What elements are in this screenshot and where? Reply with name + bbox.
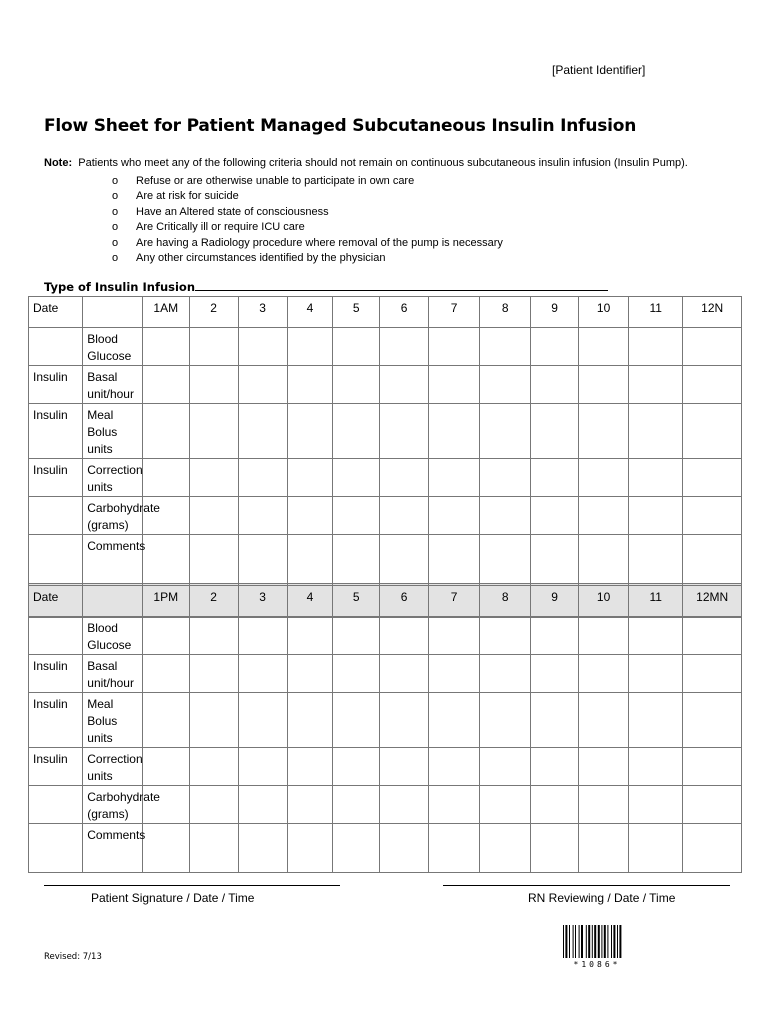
entry-cell[interactable]	[683, 535, 742, 584]
entry-cell[interactable]	[333, 655, 380, 693]
entry-cell[interactable]	[380, 617, 429, 655]
table-row	[29, 617, 742, 655]
barcode-bar	[575, 925, 576, 958]
barcode-bar	[592, 925, 593, 958]
entry-cell[interactable]	[238, 748, 287, 786]
entry-cell[interactable]	[683, 617, 742, 655]
entry-cell[interactable]	[531, 617, 579, 655]
table-row	[29, 366, 742, 404]
barcode-bar	[579, 925, 580, 958]
entry-cell[interactable]	[142, 824, 189, 873]
entry-cell[interactable]	[531, 366, 579, 404]
entry-cell[interactable]	[287, 535, 333, 584]
row-label: Comments	[83, 824, 143, 873]
entry-cell[interactable]	[579, 617, 629, 655]
entry-cell[interactable]	[189, 328, 238, 366]
table-row	[29, 535, 742, 584]
entry-cell[interactable]	[238, 497, 287, 535]
hour-header: 5	[333, 297, 380, 328]
entry-cell[interactable]	[683, 328, 742, 366]
entry-cell[interactable]	[429, 404, 480, 459]
entry-cell[interactable]	[238, 786, 287, 824]
hour-header: 2	[189, 297, 238, 328]
entry-cell[interactable]	[333, 459, 380, 497]
hour-header: 6	[380, 586, 429, 617]
barcode-bar	[563, 925, 564, 958]
entry-cell[interactable]	[238, 459, 287, 497]
entry-cell[interactable]	[189, 693, 238, 748]
entry-cell[interactable]	[380, 404, 429, 459]
entry-cell[interactable]	[287, 824, 333, 873]
entry-cell[interactable]	[480, 617, 531, 655]
table-row	[29, 328, 742, 366]
entry-cell[interactable]	[333, 748, 380, 786]
hour-header: 10	[579, 586, 629, 617]
criteria-text: Are having a Radiology procedure where removal of the pump is necessary	[136, 236, 503, 249]
entry-cell[interactable]	[189, 535, 238, 584]
flow-grid-pm	[28, 585, 742, 873]
entry-cell[interactable]	[142, 404, 189, 459]
entry-cell[interactable]	[142, 328, 189, 366]
entry-cell[interactable]	[531, 824, 579, 873]
hour-header: 11	[629, 586, 683, 617]
bullet-icon: o	[112, 251, 119, 264]
entry-cell[interactable]	[380, 786, 429, 824]
barcode-bar	[581, 925, 583, 958]
row-label: Meal Bolus units	[83, 404, 143, 459]
entry-cell[interactable]	[683, 497, 742, 535]
entry-cell[interactable]	[238, 824, 287, 873]
bullet-icon: o	[112, 175, 119, 187]
entry-cell[interactable]	[429, 497, 480, 535]
bullet-icon: o	[112, 221, 119, 234]
entry-cell[interactable]	[480, 693, 531, 748]
row-prefix: Insulin	[29, 693, 83, 748]
barcode-bar	[586, 925, 587, 958]
entry-cell[interactable]	[480, 824, 531, 873]
bullet-icon: o	[112, 190, 119, 203]
hour-header: 4	[287, 297, 333, 328]
entry-cell[interactable]	[429, 824, 480, 873]
entry-cell[interactable]	[629, 655, 683, 693]
barcode-bar	[565, 925, 567, 958]
entry-cell[interactable]	[629, 748, 683, 786]
table-row	[29, 655, 742, 693]
entry-cell[interactable]	[287, 655, 333, 693]
barcode-bar	[569, 925, 570, 958]
barcode-icon	[562, 925, 632, 958]
criteria-list	[112, 174, 503, 266]
entry-cell[interactable]	[480, 535, 531, 584]
entry-cell[interactable]	[629, 824, 683, 873]
barcode-bar	[594, 925, 596, 958]
entry-cell[interactable]	[683, 824, 742, 873]
entry-cell[interactable]	[189, 404, 238, 459]
row-label: Blood Glucose	[83, 328, 143, 366]
hour-header: 6	[380, 297, 429, 328]
entry-cell[interactable]	[287, 497, 333, 535]
row-prefix	[29, 786, 83, 824]
patient-identifier: [Patient Identifier]	[552, 63, 646, 77]
entry-cell[interactable]	[238, 328, 287, 366]
entry-cell[interactable]	[480, 459, 531, 497]
barcode-bar	[611, 925, 612, 958]
entry-cell[interactable]	[142, 655, 189, 693]
entry-cell[interactable]	[142, 693, 189, 748]
entry-cell[interactable]	[287, 786, 333, 824]
table-row	[29, 824, 742, 873]
entry-cell[interactable]	[579, 655, 629, 693]
hour-header: 7	[429, 586, 480, 617]
criteria-item	[112, 236, 503, 251]
note	[44, 157, 688, 169]
hour-header-row	[29, 297, 742, 328]
entry-cell[interactable]	[429, 459, 480, 497]
bullet-icon: o	[112, 205, 119, 218]
entry-cell[interactable]	[683, 786, 742, 824]
entry-cell[interactable]	[579, 328, 629, 366]
row-label: Carbohydrate (grams)	[83, 786, 143, 824]
entry-cell[interactable]	[333, 366, 380, 404]
entry-cell[interactable]	[238, 366, 287, 404]
entry-cell[interactable]	[189, 786, 238, 824]
entry-cell[interactable]	[629, 459, 683, 497]
barcode-bar	[598, 925, 600, 958]
barcode-bar	[607, 925, 608, 958]
revised-date: Revised: 7/13	[44, 952, 102, 962]
entry-cell[interactable]	[579, 535, 629, 584]
entry-cell[interactable]	[380, 655, 429, 693]
criteria-item	[112, 174, 503, 189]
entry-cell[interactable]	[683, 693, 742, 748]
entry-cell[interactable]	[480, 786, 531, 824]
row-label: Basal unit/hour	[83, 655, 143, 693]
entry-cell[interactable]	[429, 535, 480, 584]
entry-cell[interactable]	[142, 459, 189, 497]
row-prefix: Insulin	[29, 366, 83, 404]
entry-cell[interactable]	[287, 693, 333, 748]
criteria-item	[112, 220, 503, 235]
criteria-text: Are Critically ill or require ICU care	[136, 221, 305, 234]
entry-cell[interactable]	[142, 366, 189, 404]
entry-cell[interactable]	[683, 404, 742, 459]
row-prefix	[29, 328, 83, 366]
entry-cell[interactable]	[531, 693, 579, 748]
table-row	[29, 497, 742, 535]
entry-cell[interactable]	[189, 497, 238, 535]
entry-cell[interactable]	[579, 404, 629, 459]
barcode-bar	[604, 925, 606, 958]
entry-cell[interactable]	[238, 693, 287, 748]
entry-cell[interactable]	[142, 617, 189, 655]
row-label: Correction units	[83, 459, 143, 497]
rn-signature-line[interactable]	[443, 885, 730, 886]
entry-cell[interactable]	[579, 748, 629, 786]
row-label: Meal Bolus units	[83, 693, 143, 748]
entry-cell[interactable]	[333, 497, 380, 535]
insulin-infusion-type-line[interactable]	[195, 279, 608, 291]
entry-cell[interactable]	[683, 459, 742, 497]
hour-header: 11	[629, 297, 683, 328]
criteria-text: Refuse or are otherwise unable to participate in own care	[136, 175, 415, 187]
entry-cell[interactable]	[287, 459, 333, 497]
entry-cell[interactable]	[380, 366, 429, 404]
row-prefix	[29, 535, 83, 584]
entry-cell[interactable]	[380, 824, 429, 873]
entry-cell[interactable]	[380, 535, 429, 584]
date-entry-cell[interactable]	[83, 586, 143, 617]
entry-cell[interactable]	[629, 404, 683, 459]
entry-cell[interactable]	[189, 748, 238, 786]
entry-cell[interactable]	[531, 535, 579, 584]
entry-cell[interactable]	[531, 328, 579, 366]
entry-cell[interactable]	[429, 786, 480, 824]
hour-header: 7	[429, 297, 480, 328]
entry-cell[interactable]	[629, 786, 683, 824]
entry-cell[interactable]	[333, 404, 380, 459]
entry-cell[interactable]	[287, 617, 333, 655]
entry-cell[interactable]	[579, 497, 629, 535]
hour-header: 8	[480, 586, 531, 617]
barcode-bar	[588, 925, 590, 958]
insulin-infusion-type-field[interactable]	[44, 279, 608, 294]
entry-cell[interactable]	[683, 655, 742, 693]
row-label: Basal unit/hour	[83, 366, 143, 404]
entry-cell[interactable]	[429, 655, 480, 693]
entry-cell[interactable]	[429, 693, 480, 748]
barcode-text: *1086*	[573, 960, 621, 969]
entry-cell[interactable]	[531, 404, 579, 459]
criteria-item	[112, 189, 503, 204]
entry-cell[interactable]	[189, 617, 238, 655]
row-prefix	[29, 497, 83, 535]
hour-header: 12MN	[683, 586, 742, 617]
entry-cell[interactable]	[333, 328, 380, 366]
hour-header: 1AM	[142, 297, 189, 328]
patient-signature-line[interactable]	[44, 885, 340, 886]
entry-cell[interactable]	[380, 328, 429, 366]
entry-cell[interactable]	[287, 328, 333, 366]
entry-cell[interactable]	[531, 748, 579, 786]
hour-header: 5	[333, 586, 380, 617]
entry-cell[interactable]	[629, 535, 683, 584]
entry-cell[interactable]	[380, 748, 429, 786]
entry-cell[interactable]	[579, 366, 629, 404]
hour-header: 10	[579, 297, 629, 328]
rn-signature-label: RN Reviewing / Date / Time	[528, 891, 676, 905]
entry-cell[interactable]	[189, 655, 238, 693]
row-prefix	[29, 824, 83, 873]
entry-cell[interactable]	[429, 366, 480, 404]
entry-cell[interactable]	[189, 824, 238, 873]
patient-signature-label: Patient Signature / Date / Time	[91, 891, 255, 905]
entry-cell[interactable]	[189, 459, 238, 497]
entry-cell[interactable]	[333, 535, 380, 584]
page-title: Flow Sheet for Patient Managed Subcutaneous Insulin Infusion	[44, 116, 637, 136]
barcode-bar	[613, 925, 615, 958]
entry-cell[interactable]	[579, 786, 629, 824]
table-row	[29, 459, 742, 497]
entry-cell[interactable]	[380, 693, 429, 748]
hour-header: 4	[287, 586, 333, 617]
entry-cell[interactable]	[287, 748, 333, 786]
criteria-text: Have an Altered state of consciousness	[136, 205, 329, 218]
entry-cell[interactable]	[531, 786, 579, 824]
hour-header: 9	[531, 586, 579, 617]
entry-cell[interactable]	[629, 366, 683, 404]
date-label: Date	[29, 297, 83, 328]
flow-grid-am	[28, 296, 742, 618]
note-text: Patients who meet any of the following criteria should not remain on continuous subcutaneous insulin infusion (Insulin Pump).	[78, 157, 688, 169]
table-row	[29, 693, 742, 748]
criteria-text: Are at risk for suicide	[136, 190, 239, 203]
row-prefix: Insulin	[29, 655, 83, 693]
entry-cell[interactable]	[683, 366, 742, 404]
row-label: Comments	[83, 535, 143, 584]
entry-cell[interactable]	[579, 824, 629, 873]
entry-cell[interactable]	[480, 655, 531, 693]
entry-cell[interactable]	[480, 404, 531, 459]
entry-cell[interactable]	[629, 617, 683, 655]
row-label: Correction units	[83, 748, 143, 786]
criteria-item	[112, 205, 503, 220]
entry-cell[interactable]	[429, 328, 480, 366]
insulin-infusion-type-label: Type of Insulin Infusion	[44, 280, 196, 294]
table-row	[29, 748, 742, 786]
entry-cell[interactable]	[238, 404, 287, 459]
entry-cell[interactable]	[189, 366, 238, 404]
hour-header: 2	[189, 586, 238, 617]
hour-header: 3	[238, 297, 287, 328]
entry-cell[interactable]	[480, 328, 531, 366]
entry-cell[interactable]	[480, 748, 531, 786]
entry-cell[interactable]	[629, 497, 683, 535]
entry-cell[interactable]	[531, 459, 579, 497]
entry-cell[interactable]	[238, 655, 287, 693]
bullet-icon: o	[112, 236, 119, 249]
row-prefix: Insulin	[29, 748, 83, 786]
entry-cell[interactable]	[287, 366, 333, 404]
entry-cell[interactable]	[380, 497, 429, 535]
date-label: Date	[29, 586, 83, 617]
entry-cell[interactable]	[287, 404, 333, 459]
date-entry-cell[interactable]	[83, 297, 143, 328]
entry-cell[interactable]	[142, 535, 189, 584]
entry-cell[interactable]	[683, 748, 742, 786]
barcode-bar	[573, 925, 574, 958]
entry-cell[interactable]	[333, 824, 380, 873]
entry-cell[interactable]	[238, 617, 287, 655]
row-prefix: Insulin	[29, 459, 83, 497]
entry-cell[interactable]	[380, 459, 429, 497]
hour-header: 8	[480, 297, 531, 328]
hour-header: 3	[238, 586, 287, 617]
criteria-item	[112, 251, 503, 266]
entry-cell[interactable]	[333, 786, 380, 824]
entry-cell[interactable]	[480, 366, 531, 404]
entry-cell[interactable]	[429, 617, 480, 655]
row-prefix: Insulin	[29, 404, 83, 459]
row-label: Carbohydrate (grams)	[83, 497, 143, 535]
barcode-bar	[601, 925, 602, 958]
entry-cell[interactable]	[629, 693, 683, 748]
entry-cell[interactable]	[333, 693, 380, 748]
entry-cell[interactable]	[629, 328, 683, 366]
entry-cell[interactable]	[531, 497, 579, 535]
entry-cell[interactable]	[480, 497, 531, 535]
table-row	[29, 786, 742, 824]
table-row	[29, 404, 742, 459]
entry-cell[interactable]	[579, 693, 629, 748]
entry-cell[interactable]	[429, 748, 480, 786]
entry-cell[interactable]	[333, 617, 380, 655]
row-label: Blood Glucose	[83, 617, 143, 655]
hour-header: 1PM	[142, 586, 189, 617]
hour-header: 9	[531, 297, 579, 328]
note-label: Note:	[44, 157, 73, 169]
hour-header-row	[29, 586, 742, 617]
entry-cell[interactable]	[531, 655, 579, 693]
barcode-bar	[619, 925, 621, 958]
hour-header: 12N	[683, 297, 742, 328]
row-prefix	[29, 617, 83, 655]
criteria-text: Any other circumstances identified by the physician	[136, 251, 386, 264]
barcode-bar	[617, 925, 618, 958]
entry-cell[interactable]	[579, 459, 629, 497]
entry-cell[interactable]	[142, 748, 189, 786]
entry-cell[interactable]	[238, 535, 287, 584]
